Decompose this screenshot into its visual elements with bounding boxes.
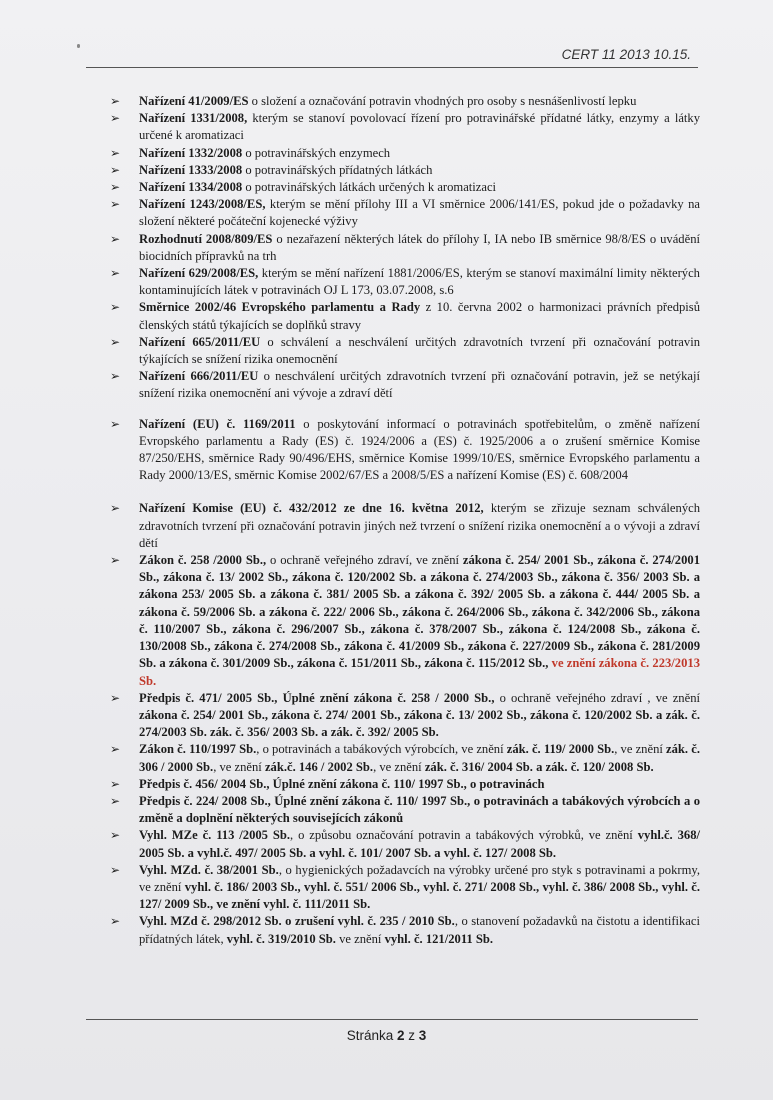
item-bold-text: Nařízení 665/2011/EU	[139, 334, 261, 349]
item-text: , o stanovení požadavků na čistotu a identifikaci přídatných látek,	[139, 914, 700, 946]
arrow-bullet-icon: ➢	[110, 334, 121, 349]
arrow-bullet-icon: ➢	[110, 776, 121, 791]
item-bold-text: zák. č. 306 / 2000 Sb.	[139, 742, 700, 774]
item-bold-text: Nařízení Komise (EU) č. 432/2012 ze dne 16. května 2012,	[139, 501, 484, 516]
arrow-bullet-icon: ➢	[110, 300, 121, 315]
legislation-item	[108, 793, 700, 827]
arrow-bullet-icon: ➢	[110, 111, 121, 126]
item-text: , ve znění	[213, 759, 265, 774]
item-text: , ve znění	[373, 759, 425, 774]
item-bold-text: Vyhl. MZd. č. 38/2001 Sb.	[139, 862, 279, 877]
item-bold-text: vyhl. č. 186/ 2003 Sb., vyhl. č. 551/ 2006 Sb., vyhl. č. 271/ 2008 Sb., vyhl. č. 386/ 2008 Sb., vyhl. č. 127/ 2009 Sb., ve znění vyhl. č. 111/2011 Sb.	[139, 879, 700, 912]
item-text: o ochraně veřejného zdraví, ve znění	[266, 553, 463, 568]
item-bold-text: zák. č. 316/ 2004 Sb. a zák. č. 120/ 2008 Sb.	[424, 759, 654, 774]
arrow-bullet-icon: ➢	[110, 266, 121, 281]
item-bold-text: zákona č. 254/ 2001 Sb., zákona č. 274/ 2001 Sb., zákona č. 13/ 2002 Sb., zákona č. 120/2002 Sb. a zák. č. 274/2003 Sb. zák. č. 356/ 2003 Sb. a zák. č. 392/ 2005 Sb.	[139, 707, 700, 740]
arrow-bullet-icon: ➢	[110, 501, 121, 516]
legislation-list	[108, 93, 700, 948]
item-bold-text: Nařízení 1331/2008,	[139, 111, 248, 126]
arrow-bullet-icon: ➢	[110, 416, 121, 431]
legislation-item	[108, 93, 700, 110]
item-text: o neschválení určitých zdravotních tvrzení při označování potravin, jež se netýkají snížení rizika onemocnění ani vývoje a zdraví dětí	[139, 369, 701, 401]
arrow-bullet-icon: ➢	[110, 94, 121, 108]
arrow-bullet-icon: ➢	[110, 553, 121, 568]
legislation-item	[108, 500, 700, 552]
item-bold-text: Vyhl. MZd č. 298/2012 Sb. o zrušení vyhl. č. 235 / 2010 Sb.	[139, 914, 455, 929]
legislation-item	[108, 741, 700, 775]
item-bold-text: Zákon č. 258 /2000 Sb.,	[139, 553, 267, 568]
item-text: , o hygienických požadavcích na výrobky určené pro styk s potravinami a pokrmy, ve znění	[139, 862, 700, 894]
item-text: kterým se mění nařízení 1881/2006/ES, kterým se stanoví maximální limity některých kontaminujících látek v potravinách OJ L 173, 03.07.2008, s.6	[139, 266, 700, 298]
footer-page-number: 2	[396, 1028, 405, 1043]
item-bold-text: Nařízení 1333/2008	[139, 162, 243, 177]
item-text: o schválení a neschválení určitých zdravotních tvrzení při označování potravin týkajících se snížení rizika onemocnění	[139, 334, 700, 367]
item-text: ve znění	[335, 931, 385, 946]
legislation-item	[108, 334, 700, 368]
item-bold-text: Nařízení 1334/2008	[139, 180, 243, 195]
legislation-item	[108, 552, 700, 690]
legislation-item	[108, 690, 700, 742]
legislation-item	[108, 179, 700, 196]
footer-label: Stránka	[346, 1028, 394, 1043]
amendment-highlight: ve znění zákona č. 223/2013 Sb.	[139, 656, 700, 688]
arrow-bullet-icon: ➢	[110, 742, 121, 757]
legislation-item	[108, 368, 700, 402]
item-text: o potravinářských přídatných látkách	[242, 162, 433, 177]
item-text: o ochraně veřejného zdraví , ve znění	[494, 690, 700, 705]
arrow-bullet-icon: ➢	[110, 162, 121, 177]
arrow-bullet-icon: ➢	[110, 828, 121, 843]
page-footer	[0, 1028, 773, 1043]
legislation-item	[108, 416, 700, 485]
item-bold-text: Nařízení (EU) č. 1169/2011	[139, 416, 296, 431]
item-bold-text: Nařízení 41/2009/ES	[139, 94, 249, 108]
header-code: CERT 11 2013 10.15.	[561, 47, 691, 62]
arrow-bullet-icon: ➢	[110, 690, 121, 705]
item-text: o potravinářských enzymech	[242, 145, 391, 160]
legislation-item	[108, 231, 700, 265]
arrow-bullet-icon: ➢	[110, 145, 121, 160]
legislation-item	[108, 776, 700, 793]
item-bold-text: Nařízení 1243/2008/ES,	[139, 197, 266, 212]
item-text: , o potravinách a tabákových výrobcích, ve znění	[256, 742, 507, 757]
item-bold-text: zákona č. 254/ 2001 Sb., zákona č. 274/2001 Sb., zákona č. 13/ 2002 Sb., zákona č. 120/2002 Sb. a zákona č. 274/2003 Sb., zákona č. 356/ 2003 Sb. a zákona 253/ 2005 Sb. a zákona č. 381/ 2005 Sb. a zákona č. 392/ 2005 Sb. a zákona č. 444/ 2005 Sb. a zákona č. 59/2006 Sb. a zákona č. 222/ 2006 Sb., zákona č. 264/2006 Sb., zákona č. 342/2006 Sb., zákona č. 110/2007 Sb., zákona č. 296/2007 Sb., zákona č. 378/2007 Sb., zákona č. 124/2008 Sb., zákona č. 130/2008 Sb., zákona č. 274/2008 Sb., zákona č. 41/2009 Sb., zákona č. 227/2009 Sb., zákona č. 281/2009 Sb. a zákona č. 301/2009 Sb., zákona č. 151/2011 Sb., zákona č. 115/2012 Sb.,	[139, 553, 700, 671]
item-bold-text: vyhl. č. 319/2010 Sb.	[226, 931, 336, 946]
header-rule	[86, 67, 698, 68]
item-text: kterým se stanoví povolovací řízení pro potravinářské přídatné látky, enzymy a látky určené k aromatizaci	[139, 111, 701, 143]
arrow-bullet-icon: ➢	[110, 862, 121, 877]
item-text: o potravinářských látkách určených k aromatizaci	[242, 180, 497, 195]
legislation-list-container	[108, 93, 700, 948]
item-bold-text: zák.č. 146 / 2002 Sb.	[264, 759, 374, 774]
item-text: kterým se mění přílohy III a VI směrnice 2006/141/ES, pokud jde o požadavky na složení některé počáteční kojenecké výživy	[139, 197, 700, 229]
arrow-bullet-icon: ➢	[110, 369, 121, 384]
legislation-item	[108, 162, 700, 179]
legislation-item	[108, 196, 700, 230]
item-bold-text: vyhl.č. 368/ 2005 Sb. a vyhl.č. 497/ 2005 Sb. a vyhl. č. 101/ 2007 Sb. a vyhl. č. 127/ 2008 Sb.	[139, 828, 700, 860]
item-text: o nezařazení některých látek do přílohy I, IA nebo IB směrnice 98/8/ES o uvádění biocidních přípravků na trh	[139, 231, 700, 263]
item-bold-text: Předpis č. 456/ 2004 Sb., Úplné znění zákona č. 110/ 1997 Sb., o potravinách	[139, 776, 545, 791]
legislation-item	[108, 299, 700, 333]
item-text: , ve znění	[614, 742, 667, 757]
item-bold-text: Nařízení 1332/2008	[139, 145, 243, 160]
legislation-item	[108, 827, 700, 861]
item-bold-text: vyhl. č. 121/2011 Sb.	[384, 931, 494, 946]
arrow-bullet-icon: ➢	[110, 180, 121, 195]
legislation-item	[108, 913, 700, 947]
item-bold-text: Zákon č. 110/1997 Sb.	[139, 742, 257, 757]
legislation-item	[108, 862, 700, 914]
item-text: o složení a označování potravin vhodných pro osoby s nesnášenlivostí lepku	[248, 94, 637, 108]
footer-rule	[86, 1019, 698, 1020]
arrow-bullet-icon: ➢	[110, 231, 121, 246]
item-bold-text: Vyhl. MZe č. 113 /2005 Sb.	[139, 828, 291, 843]
item-bold-text: Nařízení 666/2011/EU	[139, 369, 259, 384]
footer-of: z	[408, 1028, 416, 1043]
footer-page-total: 3	[418, 1028, 427, 1043]
legislation-item	[108, 110, 700, 144]
item-bold-text: Předpis č. 471/ 2005 Sb., Úplné znění zákona č. 258 / 2000 Sb.,	[139, 690, 495, 705]
item-text: , o způsobu označování potravin a tabákových výrobků, ve znění	[290, 828, 638, 843]
item-text: z 10. června 2002 o harmonizaci právních předpisů členských států týkajících se doplňků stravy	[139, 300, 700, 332]
paper-speck	[77, 44, 80, 48]
item-bold-text: Rozhodnutí 2008/809/ES	[139, 231, 273, 246]
item-bold-text: zák. č. 119/ 2000 Sb.	[506, 742, 615, 757]
item-text: o poskytování informací o potravinách spotřebitelům, o změně nařízení Evropského parlamentu a Rady (ES) č. 1924/2006 a (ES) č. 1925/2006 a o zrušení směrnice Komise 87/250/EHS, směrnice Rady 90/496/EHS, směrnice Komise 1999/10/ES, směrnice Evropského parlamentu a Rady 2000/13/ES, směrnic Komise 2002/67/ES a 2008/5/ES a nařízení Komise (ES) č. 608/2004	[139, 416, 700, 483]
arrow-bullet-icon: ➢	[110, 197, 121, 212]
item-text: kterým se zřizuje seznam schválených zdravotních tvrzení při označování potravin jiných než tvrzení o snížení rizika onemocnění a o vývoji a zdraví dětí	[139, 501, 700, 550]
item-bold-text: Nařízení 629/2008/ES,	[139, 266, 259, 281]
arrow-bullet-icon: ➢	[110, 914, 121, 929]
item-bold-text: Směrnice 2002/46 Evropského parlamentu a Rady	[139, 300, 421, 315]
item-bold-text: Předpis č. 224/ 2008 Sb., Úplné znění zákona č. 110/ 1997 Sb., o potravinách a tabákových výrobcích a o změně a doplnění některých souvisejících zákonů	[139, 793, 700, 826]
arrow-bullet-icon: ➢	[110, 793, 121, 808]
legislation-item	[108, 265, 700, 299]
legislation-item	[108, 145, 700, 162]
